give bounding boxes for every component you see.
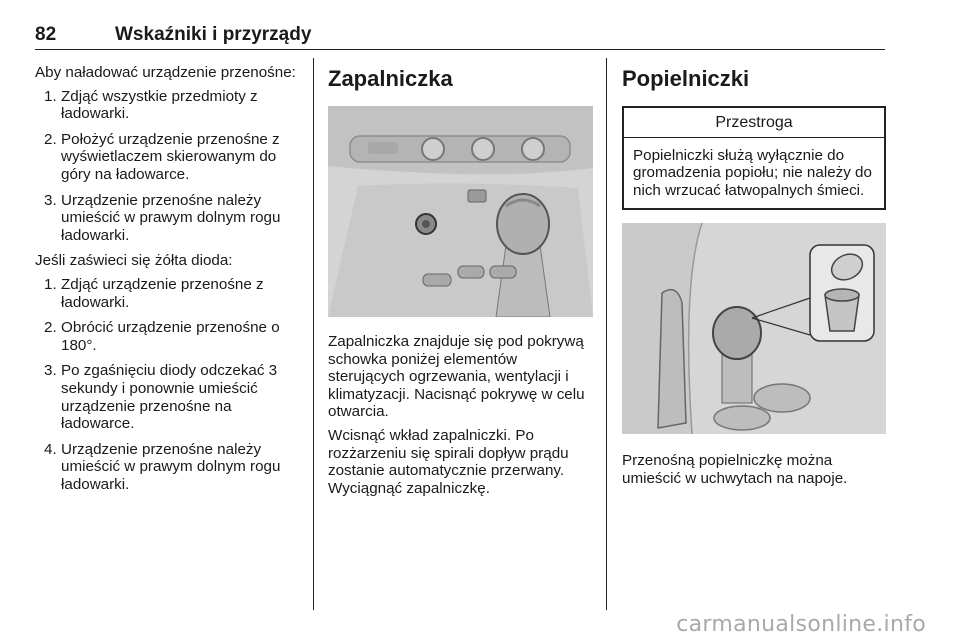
list-item: 2. Obrócić urządzenie przenośne o 180°. bbox=[44, 319, 280, 354]
page-number: 82 bbox=[35, 24, 57, 45]
ashtray-illustration bbox=[622, 223, 886, 434]
charging-steps bbox=[35, 88, 297, 245]
lighter-illustration bbox=[328, 106, 593, 317]
lighter-paragraph-1: Zapalniczka znajduje się pod pokrywą schowka poniżej elementów sterujących ogrzewania, wentylacji i klimatyzacji. Nacisnąć pokrywę w celu otwarcia. bbox=[328, 333, 585, 421]
section-heading-ashtrays: Popielniczki bbox=[622, 66, 750, 91]
header-rule bbox=[35, 49, 885, 50]
page-header bbox=[35, 24, 885, 50]
list-item: 1. Zdjąć wszystkie przedmioty z ładowarki. bbox=[44, 87, 258, 123]
lighter-paragraph-2: Wcisnąć wkład zapalniczki. Po rozżarzeniu się spirali dopływ prądu zostanie automatycznie przerwany. Wyciągnąć zapalniczkę. bbox=[328, 426, 569, 497]
caution-box bbox=[622, 106, 886, 210]
column-charging bbox=[35, 64, 297, 501]
yellow-led-intro: Jeśli zaświeci się żółta dioda: bbox=[35, 252, 233, 270]
list-item: 2. Położyć urządzenie przenośne z wyświetlaczem skierowanym do góry na ładowarce. bbox=[44, 130, 280, 183]
caution-title: Przestroga bbox=[624, 108, 884, 138]
column-ashtrays bbox=[622, 66, 886, 494]
column-lighter bbox=[328, 66, 593, 503]
list-item: 1. Zdjąć urządzenie przenośne z ładowarki. bbox=[44, 275, 264, 311]
section-heading-lighter: Zapalniczka bbox=[328, 66, 453, 91]
ashtray-paragraph: Przenośną popielniczkę można umieścić w uchwytach na napoje. bbox=[622, 452, 848, 487]
watermark: carmanualsonline.info bbox=[676, 612, 926, 637]
column-divider-2 bbox=[606, 58, 607, 610]
list-item: 3. Po zgaśnięciu diody odczekać 3 sekundy i ponownie umieścić urządzenie przenośne na ładowarce. bbox=[44, 362, 278, 433]
list-item: 4. Urządzenie przenośne należy umieścić w prawym dolnym rogu ładowarki. bbox=[44, 440, 281, 493]
column-divider-1 bbox=[313, 58, 314, 610]
chapter-title: Wskaźniki i przyrządy bbox=[115, 24, 312, 45]
caution-text: Popielniczki służą wyłącznie do gromadzenia popiołu; nie należy do nich wrzucać łatwopalnych śmieci. bbox=[633, 146, 872, 199]
charging-intro: Aby naładować urządzenie przenośne: bbox=[35, 64, 296, 81]
yellow-led-steps bbox=[35, 276, 297, 494]
list-item: 3. Urządzenie przenośne należy umieścić w prawym dolnym rogu ładowarki. bbox=[44, 191, 281, 244]
